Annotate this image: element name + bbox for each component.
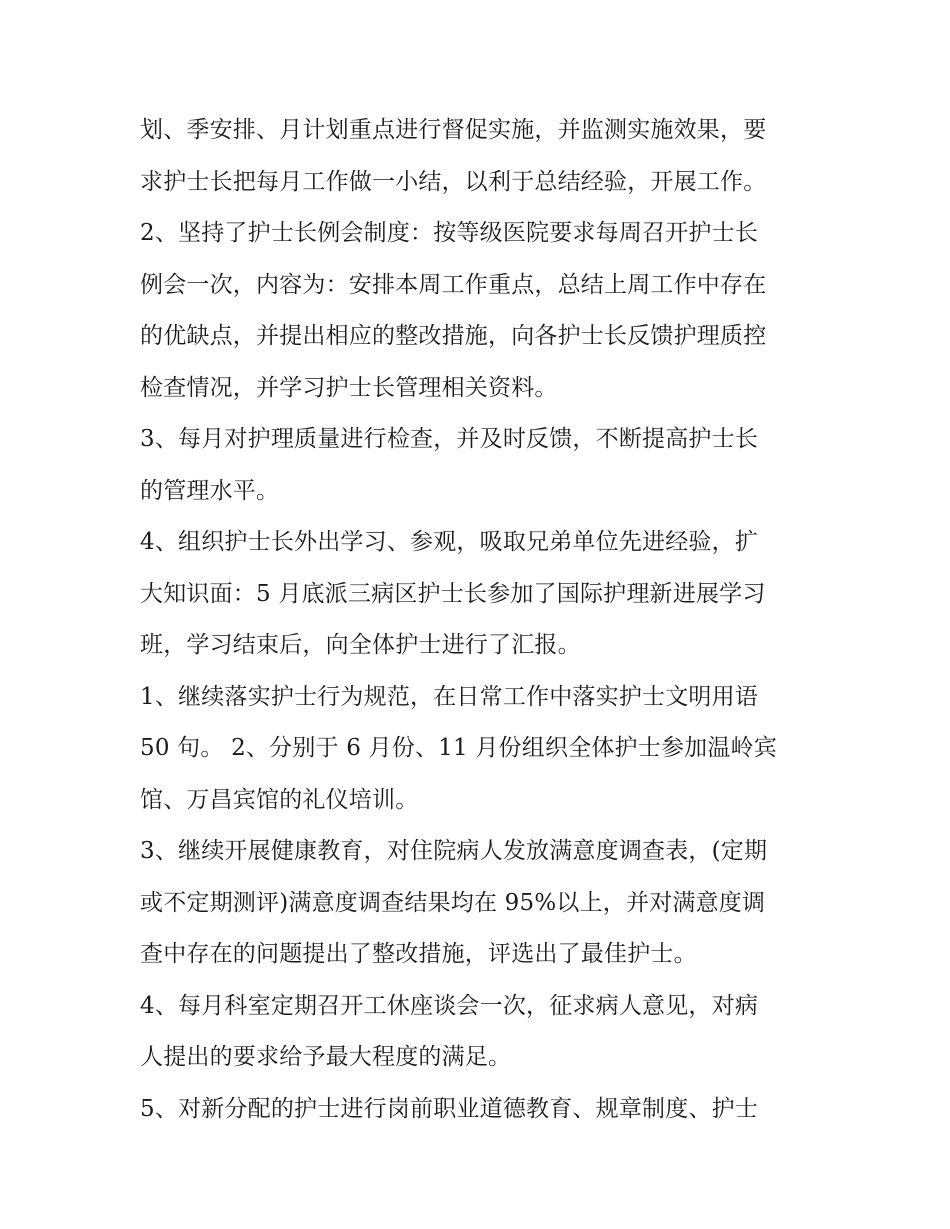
text-line: 4、每月科室定期召开工休座谈会一次，征求病人意见，对病	[140, 992, 759, 1019]
text-line: 5、对新分配的护士进行岗前职业道德教育、规章制度、护士	[140, 1095, 759, 1122]
text-line: 的优缺点，并提出相应的整改措施，向各护士长反馈护理质控	[140, 323, 767, 349]
text-line: 50 句。 2、分别于 6 月份、11 月份组织全体护士参加温岭宾	[140, 735, 777, 761]
text-line: 检查情况，并学习护士长管理相关资料。	[140, 374, 558, 401]
text-line: 馆、万昌宾馆的礼仪培训。	[140, 786, 419, 813]
document-body	[140, 105, 820, 1135]
text-line: 人提出的要求给予最大程度的满足。	[140, 1044, 512, 1070]
text-line: 大知识面：5 月底派三病区护士长参加了国际护理新进展学习	[140, 580, 766, 607]
text-line: 查中存在的问题提出了整改措施，评选出了最佳护士。	[140, 941, 697, 967]
text-line: 求护士长把每月工作做一小结，以利于总结经验，开展工作。	[140, 168, 767, 195]
text-line: 2、坚持了护士长例会制度：按等级医院要求每周召开护士长	[140, 220, 759, 246]
text-line: 的管理水平。	[140, 477, 280, 504]
text-line: 3、继续开展健康教育，对住院病人发放满意度调查表，(定期	[140, 838, 768, 864]
text-line: 例会一次，内容为：安排本周工作重点，总结上周工作中存在	[140, 271, 767, 298]
text-line: 或不定期测评)满意度调查结果均在 95%以上，并对满意度调	[140, 889, 766, 916]
text-line: 1、继续落实护士行为规范，在日常工作中落实护士文明用语	[140, 683, 759, 710]
text-line: 班，学习结束后，向全体护士进行了汇报。	[140, 632, 581, 658]
text-line: 4、组织护士长外出学习、参观，吸取兄弟单位先进经验，扩	[140, 529, 759, 555]
text-line: 划、季安排、月计划重点进行督促实施，并监测实施效果，要	[140, 117, 767, 143]
text-line: 3、每月对护理质量进行检查，并及时反馈，不断提高护士长	[140, 426, 759, 452]
